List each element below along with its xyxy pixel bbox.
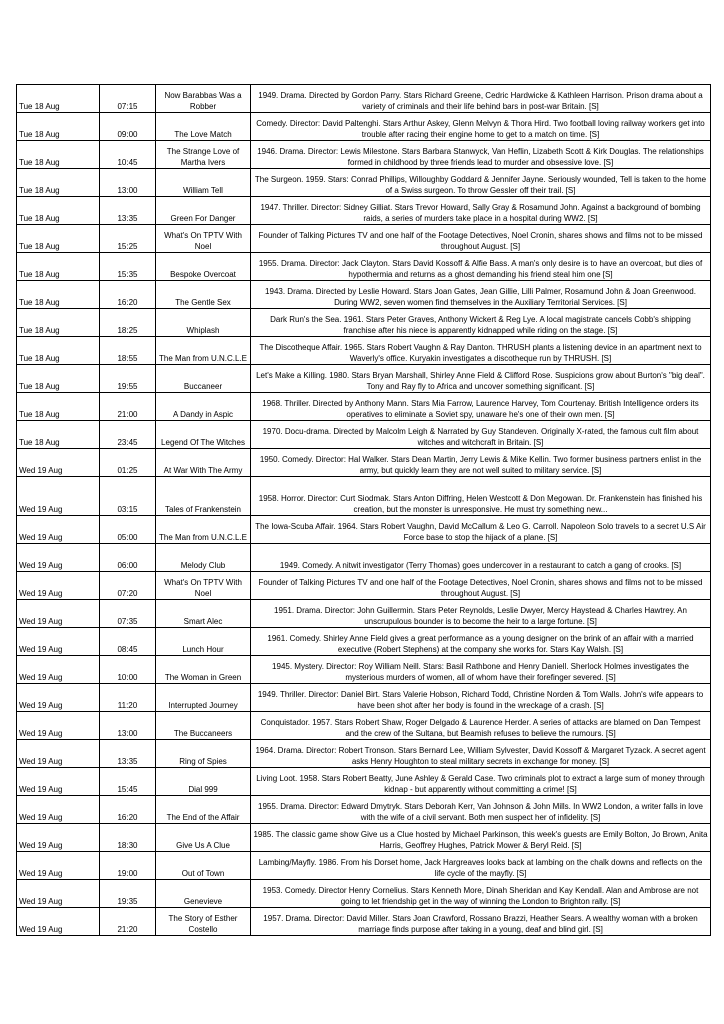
- programme-description-cell: 1957. Drama. Director: David Miller. Stars Joan Crawford, Rossano Brazzi, Heather Sears. A wealthy woman with a broken marriage finds purpose after taking in a young, deaf and blind girl. [S]: [251, 908, 711, 936]
- programme-description-cell: 1961. Comedy. Shirley Anne Field gives a great performance as a young designer on the brink of an affair with a married executive (Robert Stephens) at the company she works for. Stars Kay Walsh. [S]: [251, 628, 711, 656]
- programme-description-cell: 1985. The classic game show Give us a Clue hosted by Michael Parkinson, this week's guests are Emily Bolton, Jo Brown, Anita Harris, Geoffrey Hughes, Patrick Mower & Beryl Reid. [S]: [251, 824, 711, 852]
- programme-description-cell: Let's Make a Killing. 1980. Stars Bryan Marshall, Shirley Anne Field & Clifford Rose. Suspicions grow about Burton's "big deal". Tony and Ray fly to Africa and uncover something significant. [S]: [251, 365, 711, 393]
- programme-description-cell: 1955. Drama. Director: Jack Clayton. Stars David Kossoff & Alfie Bass. A man's only desire is to have an overcoat, but dies of hypothermia and returns as a ghost demanding his friend steal him one [S]: [251, 253, 711, 281]
- schedule-row: [17, 253, 711, 281]
- programme-description-cell: 1968. Thriller. Directed by Anthony Mann. Stars Mia Farrow, Laurence Harvey, Tom Courtenay. British Intelligence orders its operatives to eliminate a Soviet spy, unaware he's one of their own men. [S]: [251, 393, 711, 421]
- air-date-cell: Wed 19 Aug: [17, 712, 100, 740]
- air-date-cell: Tue 18 Aug: [17, 225, 100, 253]
- programme-description-cell: The Iowa-Scuba Affair. 1964. Stars Robert Vaughn, David McCallum & Leo G. Carroll. Napoleon Solo travels to a secret U.S Air Force base to stop the hijack of a plane. [S]: [251, 516, 711, 544]
- programme-description-cell: 1958. Horror. Director: Curt Siodmak. Stars Anton Diffring, Helen Westcott & Don Megowan. Dr. Frankenstein has finished his creation, but the monster is unresponsive. He must try something new...: [251, 477, 711, 516]
- programme-title-cell: The Buccaneers: [156, 712, 251, 740]
- programme-description-cell: 1943. Drama. Directed by Leslie Howard. Stars Joan Gates, Jean Gillie, Lilli Palmer, Rosamund John & Joan Greenwood. During WW2, seven women find themselves in the Auxiliary Territorial Services. [S]: [251, 281, 711, 309]
- schedule-row: [17, 309, 711, 337]
- programme-description-cell: 1953. Comedy. Director Henry Cornelius. Stars Kenneth More, Dinah Sheridan and Kay Kendall. Alan and Ambrose are not going to let friendship get in the way of winning the London to Brighton rally. [S]: [251, 880, 711, 908]
- programme-title-cell: The Strange Love of Martha Ivers: [156, 141, 251, 169]
- programme-description-cell: 1949. Comedy. A nitwit investigator (Terry Thomas) goes undercover in a restaurant to catch a gang of crooks. [S]: [251, 544, 711, 572]
- schedule-row: [17, 113, 711, 141]
- programme-title-cell: Genevieve: [156, 880, 251, 908]
- air-date-cell: Tue 18 Aug: [17, 365, 100, 393]
- schedule-row: [17, 365, 711, 393]
- air-date-cell: Wed 19 Aug: [17, 628, 100, 656]
- programme-description-cell: 1970. Docu-drama. Directed by Malcolm Leigh & Narrated by Guy Standeven. Originally X-rated, the famous cult film about witches and witchcraft in Britain. [S]: [251, 421, 711, 449]
- schedule-row: [17, 141, 711, 169]
- schedule-row: [17, 852, 711, 880]
- air-date-cell: Wed 19 Aug: [17, 600, 100, 628]
- programme-title-cell: Dial 999: [156, 768, 251, 796]
- programme-title-cell: The Gentle Sex: [156, 281, 251, 309]
- air-time-cell: 13:00: [100, 712, 156, 740]
- programme-description-cell: Comedy. Director: David Paltenghi. Stars Arthur Askey, Glenn Melvyn & Thora Hird. Two football loving railway workers get into trouble after racing their engine home to get to a match on time. [S]: [251, 113, 711, 141]
- programme-title-cell: What's On TPTV With Noel: [156, 225, 251, 253]
- air-time-cell: 16:20: [100, 281, 156, 309]
- programme-title-cell: Legend Of The Witches: [156, 421, 251, 449]
- air-time-cell: 10:45: [100, 141, 156, 169]
- schedule-table: [16, 84, 711, 936]
- air-time-cell: 13:00: [100, 169, 156, 197]
- programme-description-cell: Living Loot. 1958. Stars Robert Beatty, June Ashley & Gerald Case. Two criminals plot to extract a large sum of money through kidnap - but apparently without committing a crime! [S]: [251, 768, 711, 796]
- programme-description-cell: 1946. Drama. Director: Lewis Milestone. Stars Barbara Stanwyck, Van Heflin, Lizabeth Scott & Kirk Douglas. The relationships formed in childhood by three friends lead to murder and obsessive love. [S]: [251, 141, 711, 169]
- programme-title-cell: Tales of Frankenstein: [156, 477, 251, 516]
- programme-title-cell: The Man from U.N.C.L.E: [156, 516, 251, 544]
- air-time-cell: 06:00: [100, 544, 156, 572]
- programme-title-cell: Now Barabbas Was a Robber: [156, 85, 251, 113]
- schedule-row: [17, 768, 711, 796]
- air-date-cell: Wed 19 Aug: [17, 824, 100, 852]
- programme-title-cell: At War With The Army: [156, 449, 251, 477]
- air-time-cell: 07:15: [100, 85, 156, 113]
- programme-title-cell: Bespoke Overcoat: [156, 253, 251, 281]
- programme-title-cell: Smart Alec: [156, 600, 251, 628]
- schedule-row: [17, 85, 711, 113]
- air-date-cell: Wed 19 Aug: [17, 544, 100, 572]
- schedule-row: [17, 449, 711, 477]
- programme-title-cell: Lunch Hour: [156, 628, 251, 656]
- air-time-cell: 18:25: [100, 309, 156, 337]
- air-date-cell: Tue 18 Aug: [17, 141, 100, 169]
- schedule-row: [17, 908, 711, 936]
- programme-title-cell: What's On TPTV With Noel: [156, 572, 251, 600]
- programme-title-cell: Buccaneer: [156, 365, 251, 393]
- programme-title-cell: Whiplash: [156, 309, 251, 337]
- air-date-cell: Wed 19 Aug: [17, 908, 100, 936]
- air-time-cell: 19:35: [100, 880, 156, 908]
- programme-description-cell: 1949. Drama. Directed by Gordon Parry. Stars Richard Greene, Cedric Hardwicke & Kathleen Harrison. Prison drama about a variety of criminals and their life behind bars in post-war Britain. [S]: [251, 85, 711, 113]
- schedule-row: [17, 197, 711, 225]
- air-date-cell: Wed 19 Aug: [17, 796, 100, 824]
- air-time-cell: 07:35: [100, 600, 156, 628]
- air-date-cell: Wed 19 Aug: [17, 852, 100, 880]
- air-date-cell: Wed 19 Aug: [17, 477, 100, 516]
- air-date-cell: Tue 18 Aug: [17, 393, 100, 421]
- programme-description-cell: The Discotheque Affair. 1965. Stars Robert Vaughn & Ray Danton. THRUSH plants a listening device in an apartment next to Waverly's office. Kuryakin investigates a discotheque run by THRUSH. [S]: [251, 337, 711, 365]
- programme-title-cell: The End of the Affair: [156, 796, 251, 824]
- schedule-row: [17, 656, 711, 684]
- schedule-row: [17, 393, 711, 421]
- schedule-row: [17, 684, 711, 712]
- air-time-cell: 23:45: [100, 421, 156, 449]
- air-date-cell: Tue 18 Aug: [17, 337, 100, 365]
- schedule-row: [17, 544, 711, 572]
- schedule-row: [17, 337, 711, 365]
- programme-title-cell: Out of Town: [156, 852, 251, 880]
- air-date-cell: Tue 18 Aug: [17, 253, 100, 281]
- programme-description-cell: Founder of Talking Pictures TV and one half of the Footage Detectives, Noel Cronin, shares shows and films not to be missed throughout August. [S]: [251, 572, 711, 600]
- programme-description-cell: 1951. Drama. Director: John Guillermin. Stars Peter Reynolds, Leslie Dwyer, Mercy Haystead & Charles Hawtrey. An unscrupulous bounder is to become the heir to a large fortune. [S]: [251, 600, 711, 628]
- schedule-row: [17, 628, 711, 656]
- air-time-cell: 05:00: [100, 516, 156, 544]
- air-time-cell: 15:35: [100, 253, 156, 281]
- air-time-cell: 11:20: [100, 684, 156, 712]
- air-date-cell: Tue 18 Aug: [17, 169, 100, 197]
- programme-description-cell: 1950. Comedy. Director: Hal Walker. Stars Dean Martin, Jerry Lewis & Mike Kellin. Two former business partners enlist in the army, but quickly learn they are not well suited to military service. [S]: [251, 449, 711, 477]
- programme-title-cell: The Story of Esther Costello: [156, 908, 251, 936]
- programme-title-cell: The Woman in Green: [156, 656, 251, 684]
- programme-description-cell: Lambing/Mayfly. 1986. From his Dorset home, Jack Hargreaves looks back at lambing on the chalk downs and reflects on the life cycle of the mayfly. [S]: [251, 852, 711, 880]
- air-date-cell: Wed 19 Aug: [17, 684, 100, 712]
- programme-description-cell: Founder of Talking Pictures TV and one half of the Footage Detectives, Noel Cronin, shares shows and films not to be missed throughout August. [S]: [251, 225, 711, 253]
- programme-title-cell: The Man from U.N.C.L.E: [156, 337, 251, 365]
- air-date-cell: Wed 19 Aug: [17, 768, 100, 796]
- air-time-cell: 13:35: [100, 740, 156, 768]
- air-time-cell: 15:45: [100, 768, 156, 796]
- programme-title-cell: Interrupted Journey: [156, 684, 251, 712]
- air-time-cell: 15:25: [100, 225, 156, 253]
- programme-description-cell: 1947. Thriller. Director: Sidney Gilliat. Stars Trevor Howard, Sally Gray & Rosamund John. Against a background of bombing raids, a series of murders take place in a hospital during WW2. [S]: [251, 197, 711, 225]
- schedule-row: [17, 225, 711, 253]
- air-time-cell: 09:00: [100, 113, 156, 141]
- programme-description-cell: 1945. Mystery. Director: Roy William Neill. Stars: Basil Rathbone and Henry Daniell. Sherlock Holmes investigates the mysterious murders of women, all of whom have their forefinger severed. [S]: [251, 656, 711, 684]
- programme-description-cell: 1949. Thriller. Director: Daniel Birt. Stars Valerie Hobson, Richard Todd, Christine Norden & Tom Walls. John's wife appears to have been shot after her body is found in the wreckage of a crash. [S]: [251, 684, 711, 712]
- programme-title-cell: Green For Danger: [156, 197, 251, 225]
- programme-description-cell: The Surgeon. 1959. Stars: Conrad Phillips, Willoughby Goddard & Jennifer Jayne. Seriously wounded, Tell is taken to the home of a Swiss surgeon. To throw Gessler off their trail. [S]: [251, 169, 711, 197]
- air-time-cell: 07:20: [100, 572, 156, 600]
- air-time-cell: 21:20: [100, 908, 156, 936]
- air-date-cell: Wed 19 Aug: [17, 880, 100, 908]
- schedule-row: [17, 712, 711, 740]
- programme-title-cell: William Tell: [156, 169, 251, 197]
- air-date-cell: Wed 19 Aug: [17, 572, 100, 600]
- schedule-row: [17, 796, 711, 824]
- air-time-cell: 18:55: [100, 337, 156, 365]
- schedule-body: [17, 85, 711, 936]
- air-time-cell: 10:00: [100, 656, 156, 684]
- schedule-row: [17, 600, 711, 628]
- schedule-row: [17, 421, 711, 449]
- air-time-cell: 01:25: [100, 449, 156, 477]
- air-date-cell: Tue 18 Aug: [17, 113, 100, 141]
- programme-title-cell: Give Us A Clue: [156, 824, 251, 852]
- schedule-row: [17, 281, 711, 309]
- programme-title-cell: Ring of Spies: [156, 740, 251, 768]
- programme-description-cell: 1964. Drama. Director: Robert Tronson. Stars Bernard Lee, William Sylvester, David Kossoff & Margaret Tyzack. A secret agent asks Henry Houghton to steal military secrets in exchange for money. [S]: [251, 740, 711, 768]
- schedule-row: [17, 880, 711, 908]
- air-date-cell: Wed 19 Aug: [17, 449, 100, 477]
- air-date-cell: Tue 18 Aug: [17, 197, 100, 225]
- schedule-row: [17, 477, 711, 516]
- programme-description-cell: 1955. Drama. Director: Edward Dmytryk. Stars Deborah Kerr, Van Johnson & John Mills. In WW2 London, a writer falls in love with the wife of a civil servant. Both men suspect her of infidelity. [S]: [251, 796, 711, 824]
- programme-title-cell: A Dandy in Aspic: [156, 393, 251, 421]
- schedule-row: [17, 740, 711, 768]
- air-time-cell: 03:15: [100, 477, 156, 516]
- air-time-cell: 19:55: [100, 365, 156, 393]
- air-time-cell: 16:20: [100, 796, 156, 824]
- air-date-cell: Tue 18 Aug: [17, 281, 100, 309]
- programme-title-cell: The Love Match: [156, 113, 251, 141]
- programme-title-cell: Melody Club: [156, 544, 251, 572]
- air-date-cell: Wed 19 Aug: [17, 516, 100, 544]
- schedule-row: [17, 516, 711, 544]
- air-date-cell: Tue 18 Aug: [17, 85, 100, 113]
- schedule-row: [17, 824, 711, 852]
- air-time-cell: 18:30: [100, 824, 156, 852]
- programme-description-cell: Dark Run's the Sea. 1961. Stars Peter Graves, Anthony Wickert & Reg Lye. A local magistrate cancels Cobb's shipping franchise after his niece is apparently kidnapped while riding on the stage. [S]: [251, 309, 711, 337]
- air-date-cell: Wed 19 Aug: [17, 740, 100, 768]
- schedule-row: [17, 572, 711, 600]
- programme-description-cell: Conquistador. 1957. Stars Robert Shaw, Roger Delgado & Laurence Herder. A series of attacks are blamed on Dan Tempest and the crew of the Sultana, but Beamish refuses to believe the rumours. [S]: [251, 712, 711, 740]
- air-time-cell: 19:00: [100, 852, 156, 880]
- air-time-cell: 21:00: [100, 393, 156, 421]
- air-date-cell: Tue 18 Aug: [17, 421, 100, 449]
- air-time-cell: 08:45: [100, 628, 156, 656]
- schedule-row: [17, 169, 711, 197]
- air-date-cell: Wed 19 Aug: [17, 656, 100, 684]
- air-date-cell: Tue 18 Aug: [17, 309, 100, 337]
- air-time-cell: 13:35: [100, 197, 156, 225]
